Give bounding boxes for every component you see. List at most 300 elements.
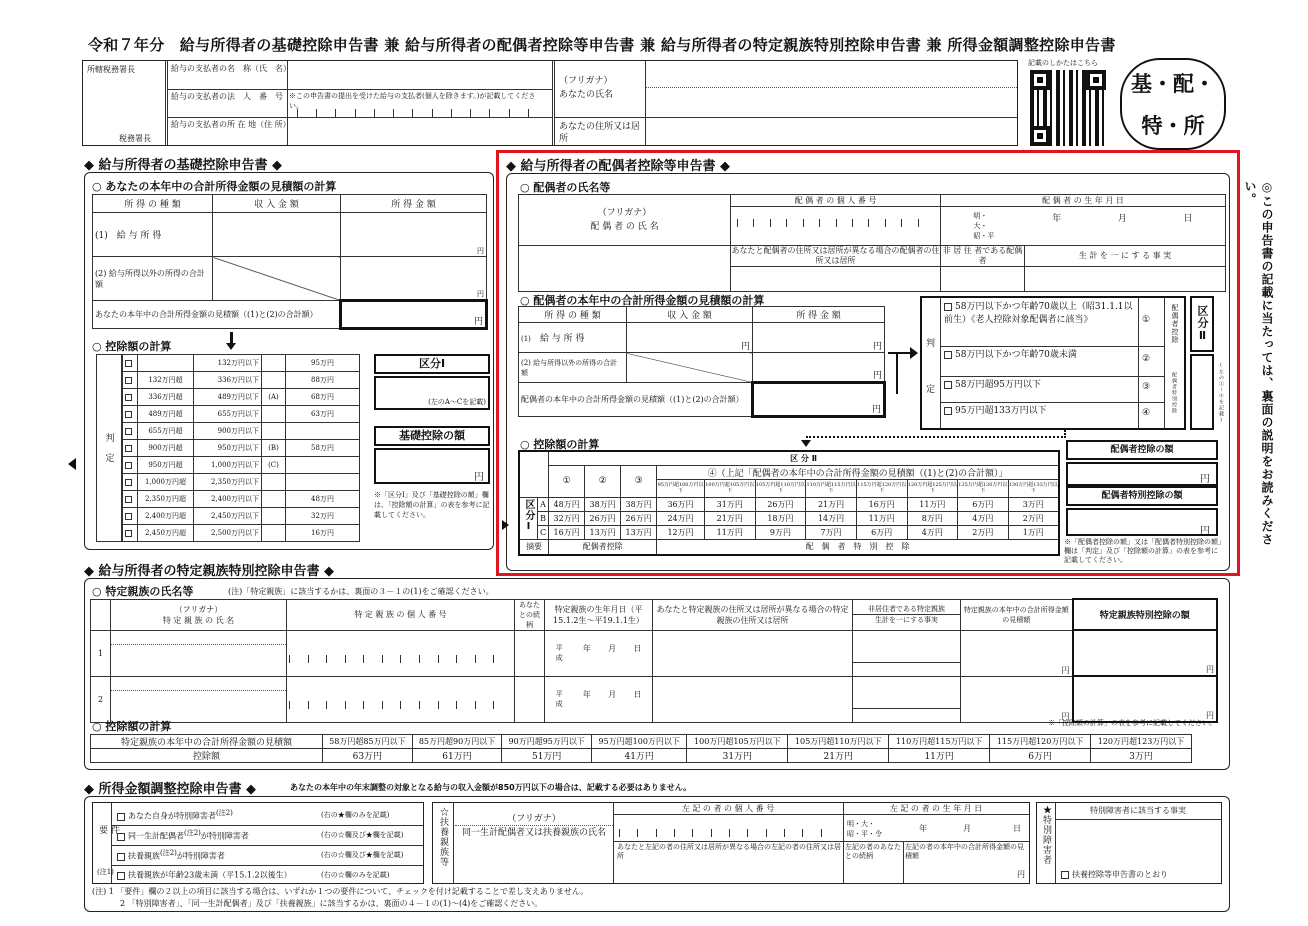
basic-row-from: 2,450万円超 <box>138 525 194 542</box>
rel-nonres-field[interactable] <box>853 676 961 722</box>
summary-1: 配偶者控除 <box>549 539 657 555</box>
rel-my-no-label: 特 定 親 族 の 個 人 番 号 <box>287 599 515 630</box>
rel-addr-field[interactable] <box>653 630 853 676</box>
sp-col-type: 所 得 の 種 類 <box>519 307 627 323</box>
badge-bottom: 特・所 <box>1141 114 1205 138</box>
k2-head: ① <box>549 465 585 497</box>
sp-row2-income <box>627 353 753 383</box>
spouse-dob-field[interactable]: 明・大・昭・平 年 月 日 <box>973 212 1193 240</box>
rel-my-no-field[interactable] <box>287 630 515 676</box>
k2-subhead: 110万円超115万円以下 <box>806 479 857 497</box>
sp-total-label: 配偶者の本年中の合計所得金額の見積額（(1)と(2)の合計額） <box>519 383 753 417</box>
rel-my-no-field[interactable] <box>287 676 515 722</box>
basic-row-amount: 68万円 <box>286 389 360 406</box>
adj-my-no-field[interactable] <box>619 825 839 837</box>
col-amount: 所 得 金 額 <box>341 195 487 213</box>
adj-dob-label: 左 記 の 者 の 生 年 月 日 <box>843 803 1029 815</box>
k2-subhead: 125万円超130万円以下 <box>958 479 1008 497</box>
rel-income-field[interactable]: 円 <box>961 630 1073 676</box>
basic-row-group <box>262 474 286 491</box>
basic-calc-title: ○ 控除額の計算 <box>92 340 172 353</box>
adj-rel-label: 左記の者のあなたとの続柄 <box>845 843 901 860</box>
basic-total-label: あなたの本年中の合計所得金額の見積額（(1)と(2)の合計額） <box>93 301 341 329</box>
judge-option-no: ④ <box>1142 408 1151 418</box>
basic-row-from: 1,000万円超 <box>138 474 194 491</box>
row1-amount[interactable]: 円 <box>341 213 487 257</box>
rel-calc-range: 85万円超90万円以下 <box>412 735 502 749</box>
sp-row1-amount[interactable]: 円 <box>753 323 885 353</box>
grid-cell: 9万円 <box>755 525 806 539</box>
rel-calc-range: 90万円超95万円以下 <box>502 735 592 749</box>
grid-cell: 8万円 <box>907 511 958 525</box>
rel-furigana: （フリガナ） <box>174 604 223 614</box>
spouse-ded-field[interactable]: 円 <box>1066 462 1218 486</box>
basic-calc-row <box>123 423 360 440</box>
grid-cell: 18万円 <box>755 511 806 525</box>
adjust-requirement[interactable]: 扶養親族が年齢23歳未満（平15.1.2以後生） <box>117 868 292 881</box>
adj-d: 日 <box>1013 824 1021 833</box>
rel-row-no: 2 <box>91 676 111 722</box>
basic-row-checkbox[interactable] <box>123 474 138 491</box>
spouse-same-label: 生 計 を 一 に す る 事 実 <box>1025 246 1225 267</box>
grid-cell: 6万円 <box>856 525 907 539</box>
adjust-heading-note: あなたの本年中の年末調整の対象となる給与の収入金額が850万円以下の場合は、記載する必要はありません。 <box>290 783 692 792</box>
basic-row-from: 336万円超 <box>138 389 194 406</box>
basic-calc-row <box>123 406 360 423</box>
k2-subhead: 115万円超120万円以下 <box>856 479 907 497</box>
basic-note: ※「区分Ⅰ」及び「基礎控除の額」欄は、「控除額の計算」の表を参考に記載してください。 <box>374 491 490 519</box>
kubun2-note: (左の①～④を記載) <box>1218 362 1224 424</box>
basic-judge-label: 判 定 <box>96 354 122 542</box>
grid-cell: 36万円 <box>657 497 705 511</box>
judge-option[interactable]: 58万円以下かつ年齢70歳以上（昭31.1.1以前生）《老人控除対象配偶者に該当》 <box>944 302 1133 325</box>
basic-row-group <box>262 491 286 508</box>
rel-calc-amount: 63万円 <box>323 749 413 763</box>
k2-subhead: 105万円超110万円以下 <box>755 479 806 497</box>
adjust-person-box <box>432 802 1030 884</box>
basic-estimate-table <box>92 194 488 330</box>
judge-t: 定 <box>926 385 936 395</box>
basic-row-amount: 58万円 <box>286 440 360 457</box>
judge-option[interactable]: 58万円超95万円以下 <box>944 379 1134 392</box>
basic-row-from: 2,350万円超 <box>138 491 194 508</box>
grid-cell: 24万円 <box>657 511 705 525</box>
rel-calc-range: 58万円超85万円以下 <box>323 735 413 749</box>
basic-row-from: 132万円超 <box>138 372 194 389</box>
basic-row-group: (C) <box>262 457 286 474</box>
basic-row-amount: 63万円 <box>286 406 360 423</box>
adj-furigana: （フリガナ） <box>507 814 561 824</box>
spouse-special-ded-field[interactable]: 円 <box>1066 508 1218 536</box>
basic-row-checkbox[interactable] <box>123 457 138 474</box>
grid-cell: 21万円 <box>806 497 857 511</box>
grid-cell: 11万円 <box>907 497 958 511</box>
grid-cell: 32万円 <box>549 511 585 525</box>
grid-cell: 2万円 <box>1008 511 1059 525</box>
col-type: 所 得 の 種 類 <box>93 195 213 213</box>
basic-calc-row <box>123 508 360 525</box>
left-arrow-icon <box>68 458 76 470</box>
adj-y: 年 <box>919 824 927 833</box>
tax-office-bottom: 税務署長 <box>119 134 151 143</box>
basic-row-to: 2,350万円以下 <box>194 474 262 491</box>
summary-label: 摘要 <box>519 539 549 555</box>
badge-top: 基・配・ <box>1131 72 1215 96</box>
rel-calc-amount: 41万円 <box>592 749 687 763</box>
payer-number-note: ※この申告書の提出を受けた給与の支払者(個人を除きます。)が記載してください。 <box>289 92 536 110</box>
adjust-foot1: (注) 1 「要件」欄の２以上の項目に該当する場合は、いずれか１つの要件について、チェックを付け記載することで差し支えありません。 <box>92 887 589 896</box>
payer-number-label: 給与の支払者の法 人 番 号 <box>171 92 283 101</box>
k2-col4: ④（上記「配偶者の本年中の合計所得金額の見積額（(1)と(2)の合計額）」 <box>657 465 1059 479</box>
relative-heading: ◆ 給与所得者の特定親族特別控除申告書 ◆ <box>84 564 335 579</box>
basic-row-amount: 16万円 <box>286 525 360 542</box>
basic-row-checkbox[interactable] <box>123 423 138 440</box>
rel-rel-field[interactable] <box>515 676 545 722</box>
relative-row <box>91 676 1218 722</box>
summary-2: 配 偶 者 特 別 控 除 <box>657 539 1059 555</box>
right-arrow-icon <box>502 520 509 530</box>
kubun2-field[interactable] <box>1190 354 1214 430</box>
adjust-heading: ◆ 所得金額調整控除申告書 ◆ <box>84 782 257 797</box>
basic-total-amount[interactable]: 円 <box>341 301 487 329</box>
basic-row-to: 489万円以下 <box>194 389 262 406</box>
basic-row-to: 950万円以下 <box>194 440 262 457</box>
grid-cell: 26万円 <box>755 497 806 511</box>
kubun2-label: 区分Ⅱ <box>1190 296 1214 352</box>
grid-cell: 4万円 <box>958 511 1008 525</box>
grid-cell: 13万円 <box>585 525 621 539</box>
row2-amount[interactable]: 円 <box>341 257 487 301</box>
basic-row-group <box>262 355 286 372</box>
spouse-calc-title: ○ 控除額の計算 <box>520 438 600 451</box>
adjust-req-label: 要 件 <box>99 826 120 836</box>
rel-dob-field[interactable]: 平成 年 月 日 <box>545 676 653 722</box>
adj-my-no-label: 左 記 の 者 の 個 人 番 号 <box>613 803 843 815</box>
basic-estimate-title: ○ あなたの本年中の合計所得金額の見積額の計算 <box>92 180 337 193</box>
basic-calc-table <box>122 354 360 542</box>
sp-col-amount: 所 得 金 額 <box>753 307 885 323</box>
row2-income <box>213 257 341 301</box>
judge-option-no: ① <box>1142 315 1151 325</box>
basic-row-group: (B) <box>262 440 286 457</box>
spouse-grid-row <box>519 497 1059 511</box>
basic-row-to: 132万円以下 <box>194 355 262 372</box>
basic-calc-row <box>123 474 360 491</box>
adj-same-as[interactable]: 扶養控除等申告書のとおり <box>1061 869 1168 880</box>
basic-row-to: 1,000万円以下 <box>194 457 262 474</box>
rel-calc-amount: 51万円 <box>502 749 592 763</box>
adj-name-label: 同一生計配偶者又は扶養親族の氏名 <box>461 828 606 838</box>
basic-row-from: 655万円超 <box>138 423 194 440</box>
k1-letter: A <box>538 497 549 511</box>
rel-nonres-label: 非居住者である特定親族 <box>853 604 960 615</box>
page-title: 令和７年分 給与所得者の基礎控除申告書 兼 給与所得者の配偶者控除等申告書 兼 給与所得者の特定親族特別控除申告書 兼 所得金額調整控除申告書 <box>88 36 1116 54</box>
judge-h: 判 <box>926 339 936 349</box>
k2-subhead: 130万円超133万円以下 <box>1008 479 1059 497</box>
rel-calc-label: 控除額 <box>91 749 323 763</box>
rel-calc-range: 120万円超123万円以下 <box>1091 735 1192 749</box>
grid-cell: 3万円 <box>1008 497 1059 511</box>
adjust-requirement[interactable]: あなた自身が特別障害者$^{(注2)}$ <box>117 808 233 822</box>
spouse-furigana: （フリガナ） <box>597 208 652 218</box>
adjust-requirement[interactable]: 同一生計配偶者$^{(注2)}$が特別障害者 <box>117 828 249 842</box>
spouse-note: ※「配偶者控除の額」又は「配偶者特別控除の額」欄は「判定」及び「控除額の計算」の表を参考に記載してください。 <box>1064 538 1222 564</box>
kubun1-field[interactable] <box>374 376 490 410</box>
spouse-addr-label: あなたと配偶者の住所又は居所が異なる場合の配偶者の住所又は居所 <box>731 246 940 265</box>
grid-cell: 1万円 <box>1008 525 1059 539</box>
adjust-star1: ☆扶養親族等 <box>438 807 448 867</box>
spouse-name-title: ○ 配偶者の氏名等 <box>520 181 611 194</box>
payer-number-field[interactable] <box>297 105 547 117</box>
rel-calc-amount: 11万円 <box>889 749 990 763</box>
basic-calc-row <box>123 440 360 457</box>
relative-calc-table <box>90 734 1192 763</box>
adj-sp-label: 特別障害者に該当する事実 <box>1090 806 1186 815</box>
basic-row-checkbox[interactable] <box>123 525 138 542</box>
rel-calc-range: 100万円超105万円以下 <box>687 735 788 749</box>
basic-row-checkbox[interactable] <box>123 389 138 406</box>
adj-m: 月 <box>963 824 971 833</box>
basic-deduction-field[interactable]: 円 <box>374 448 490 484</box>
sp-row2-label: 給与所得以外の所得の合計額 <box>521 358 618 377</box>
sp-row2-amount[interactable]: 円 <box>753 353 885 383</box>
adjust-req-note: (右の★欄のみを記載) <box>321 811 390 819</box>
grid-cell: 16万円 <box>549 525 585 539</box>
basic-row-group <box>262 525 286 542</box>
grid-cell: 48万円 <box>549 497 585 511</box>
adj-yen: 円 <box>1017 870 1025 879</box>
adjust-req-note: (右の☆欄及び★欄を記載) <box>321 851 404 859</box>
col-income: 収 入 金 額 <box>213 195 341 213</box>
rel-row-no: 1 <box>91 630 111 676</box>
k1-letter: C <box>538 525 549 539</box>
spouse-est-title: ○ 配偶者の本年中の合計所得金額の見積額の計算 <box>520 294 765 307</box>
rel-dob-label: 特定親族の生年月日（平15.1.2生～平19.1.1生） <box>545 599 653 630</box>
adj-addr-label: あなたと左記の者の住所又は居所が異なる場合の左記の者の住所又は居所 <box>617 843 841 860</box>
rel-ded-field[interactable]: 円 <box>1073 676 1218 722</box>
form-badge <box>1120 58 1226 150</box>
rel-name-label: 特 定 親 族 の 氏 名 <box>162 615 235 625</box>
rel-name-field[interactable] <box>111 676 287 722</box>
basic-row-amount: 88万円 <box>286 372 360 389</box>
grid-cell: 31万円 <box>704 497 755 511</box>
spouse-info-table <box>518 194 1226 292</box>
basic-calc-row <box>123 525 360 542</box>
row2-label: 給与所得以外の所得の合計額 <box>95 268 205 289</box>
basic-row-checkbox[interactable] <box>123 372 138 389</box>
sp-row1-label: 給 与 所 得 <box>539 334 585 344</box>
relative-name-note: (注)「特定親族」に該当するかは、裏面の３－１の(1)をご確認ください。 <box>228 587 494 596</box>
payer-address-label: 給与の支払者の所 在 地（住 所） <box>171 120 291 129</box>
payer-name-label: 給与の支払者の名 称（氏 名） <box>171 64 291 73</box>
rel-name-field[interactable] <box>111 630 287 676</box>
basic-row-to: 655万円以下 <box>194 406 262 423</box>
rel-calc-amount: 21万円 <box>788 749 889 763</box>
basic-row-from: 950万円超 <box>138 457 194 474</box>
sp-row1-income[interactable]: 円 <box>627 323 753 353</box>
grid-cell: 4万円 <box>907 525 958 539</box>
grid-cell: 6万円 <box>958 497 1008 511</box>
k2-subhead: 95万円超100万円以下 <box>657 479 705 497</box>
grid-cell: 13万円 <box>621 525 657 539</box>
basic-calc-row <box>123 355 360 372</box>
rel-nonres-field[interactable] <box>853 630 961 676</box>
judge-option-no: ③ <box>1142 382 1151 392</box>
grid-cell: 7万円 <box>806 525 857 539</box>
basic-row-amount <box>286 457 360 474</box>
k2-header: 区 分 Ⅱ <box>549 451 1059 465</box>
spouse-grid-row <box>519 511 1059 525</box>
rel-calc-amount: 61万円 <box>412 749 502 763</box>
furigana-label: （フリガナ） <box>559 76 613 86</box>
grid-cell: 21万円 <box>704 511 755 525</box>
basic-row-to: 2,450万円以下 <box>194 508 262 525</box>
kubun1-label: 区分Ⅰ <box>374 354 490 374</box>
spouse-dob-label: 配 偶 者 の 生 年 月 日 <box>941 195 1225 207</box>
k2-head: ③ <box>621 465 657 497</box>
basic-deduction-label: 基礎控除の額 <box>374 426 490 446</box>
side-note: ◎この申告書の記載に当たっては、裏面の説明をお読みください。 <box>1243 180 1274 546</box>
sp-col-income: 収 入 金 額 <box>627 307 753 323</box>
basic-row-group: (A) <box>262 389 286 406</box>
rel-calc-amount: 31万円 <box>687 749 788 763</box>
k1-letter: B <box>538 511 549 525</box>
rel-rel-field[interactable] <box>515 630 545 676</box>
rel-ded-label: 特定親族特別控除の額 <box>1073 599 1218 630</box>
spouse-special-ded-label: 配偶者特別控除の額 <box>1066 486 1218 506</box>
relative-row <box>91 630 1218 676</box>
adjust-req-note: (右の☆欄のみを記載) <box>321 871 390 879</box>
basic-row-from: 489万円超 <box>138 406 194 423</box>
adjust-req-box <box>92 802 424 884</box>
judge-label-1: 配偶者控除 <box>1171 304 1179 344</box>
basic-heading: ◆ 給与所得者の基礎控除申告書 ◆ <box>84 158 283 173</box>
grid-cell: 16万円 <box>856 497 907 511</box>
adjust-special-box <box>1036 802 1222 884</box>
adjust-req-note: (注1) <box>97 868 114 876</box>
spouse-grid-row <box>519 525 1059 539</box>
spouse-name-field[interactable] <box>519 246 731 292</box>
relative-name-title: ○ 特定親族の氏名等 <box>92 585 194 598</box>
qr-code[interactable] <box>1030 70 1106 146</box>
spouse-name-label: 配 偶 者 の 氏 名 <box>590 222 659 232</box>
k2-subhead: 120万円超125万円以下 <box>907 479 958 497</box>
grid-cell: 11万円 <box>704 525 755 539</box>
judge-option[interactable]: 58万円以下かつ年齢70歳未満 <box>944 349 1134 362</box>
basic-row-group <box>262 423 286 440</box>
down-arrow-icon <box>801 440 811 447</box>
rel-addr-label: あなたと特定親族の住所又は居所が異なる場合の特定親族の住所又は居所 <box>653 599 853 630</box>
basic-row-from <box>138 355 194 372</box>
grid-cell: 14万円 <box>806 511 857 525</box>
spouse-ded-label: 配偶者控除の額 <box>1066 440 1218 460</box>
judge-option-no: ② <box>1142 354 1151 364</box>
basic-calc-row <box>123 457 360 474</box>
grid-cell: 11万円 <box>856 511 907 525</box>
rel-ded-field[interactable]: 円 <box>1073 630 1218 676</box>
rel-income-field[interactable]: 円 <box>961 676 1073 722</box>
judge-option[interactable]: 95万円超133万円以下 <box>944 405 1134 418</box>
qr-caption: 記載のしかたはこちら <box>1028 59 1098 67</box>
rel-addr-field[interactable] <box>653 676 853 722</box>
adj-era: 明・大・昭・平・令 <box>847 820 882 838</box>
rel-calc-range: 110万円超115万円以下 <box>889 735 990 749</box>
adj-income-label: 左記の者の本年中の合計所得金額の見積額 <box>905 843 1024 860</box>
basic-row-checkbox[interactable] <box>123 508 138 525</box>
grid-cell: 38万円 <box>585 497 621 511</box>
basic-row-checkbox[interactable] <box>123 406 138 423</box>
grid-cell: 2万円 <box>958 525 1008 539</box>
your-address-label: あなたの住所又は居所 <box>559 122 641 144</box>
basic-row-to: 900万円以下 <box>194 423 262 440</box>
basic-row-checkbox[interactable] <box>123 355 138 372</box>
rel-rel-label: あなたとの続柄 <box>515 599 545 630</box>
basic-row-to: 2,400万円以下 <box>194 491 262 508</box>
spouse-nonres-label: 非 居 住 者である配偶者 <box>942 246 1023 265</box>
adjust-foot2: 2 「特別障害者」、「同一生計配偶者」及び「扶養親族」に該当するかは、裏面の４－１の(1)～(4)をご確認ください。 <box>120 899 543 908</box>
k2-head: ② <box>585 465 621 497</box>
rel-calc-amount: 6万円 <box>990 749 1091 763</box>
basic-row-to: 336万円以下 <box>194 372 262 389</box>
basic-row-group <box>262 406 286 423</box>
grid-cell: 26万円 <box>585 511 621 525</box>
basic-row-to: 2,500万円以下 <box>194 525 262 542</box>
grid-cell: 26万円 <box>621 511 657 525</box>
basic-row-checkbox[interactable] <box>123 491 138 508</box>
adjust-requirement[interactable]: 扶養親族$^{(注2)}$が特別障害者 <box>117 848 225 862</box>
basic-row-from: 900万円超 <box>138 440 194 457</box>
basic-row-checkbox[interactable] <box>123 440 138 457</box>
tax-office-label: 所轄税務署長 <box>87 65 135 74</box>
grid-cell: 12万円 <box>657 525 705 539</box>
header-block <box>82 60 1018 146</box>
basic-row-amount: 95万円 <box>286 355 360 372</box>
rel-calc-range: 105万円超110万円以下 <box>788 735 889 749</box>
row1-income[interactable] <box>213 213 341 257</box>
basic-row-amount: 32万円 <box>286 508 360 525</box>
kubun1-note: (左のA～Cを記載) <box>428 398 486 406</box>
spouse-heading: ◆ 給与所得者の配偶者控除等申告書 ◆ <box>506 159 731 174</box>
spouse-my-no-field[interactable] <box>737 215 934 227</box>
basic-row-amount: 48万円 <box>286 491 360 508</box>
rel-calc-header: 特定親族の本年中の合計所得金額の見積額 <box>91 735 323 749</box>
sp-total-amount[interactable]: 円 <box>753 383 885 417</box>
basic-row-group <box>262 508 286 525</box>
rel-calc-note: ※「控除額の計算」の表を参考に記載してください。 <box>1048 719 1216 727</box>
rel-calc-amount: 3万円 <box>1091 749 1192 763</box>
rel-calc-range: 95万円超100万円以下 <box>592 735 687 749</box>
spouse-my-no-label: 配 偶 者 の 個 人 番 号 <box>731 195 940 207</box>
spouse-judge-box <box>920 296 1186 430</box>
rel-same-label: 生計を一にする事実 <box>875 616 938 624</box>
spouse-calc-table <box>518 450 1060 556</box>
k1-label: 区分Ⅰ <box>519 497 538 539</box>
basic-row-amount <box>286 423 360 440</box>
adjust-req-note: (右の☆欄及び★欄を記載) <box>321 831 404 839</box>
relative-calc-title: ○ 控除額の計算 <box>92 720 172 733</box>
relative-table <box>90 598 1218 723</box>
judge-label-2: 配偶者特別控除 <box>1171 372 1177 414</box>
basic-calc-row <box>123 372 360 389</box>
basic-calc-row <box>123 389 360 406</box>
rel-dob-field[interactable]: 平成 年 月 日 <box>545 630 653 676</box>
basic-row-group <box>262 372 286 389</box>
row2-no: (2) <box>95 268 107 278</box>
rel-income-label: 特定親族の本年中の合計所得金額の見積額 <box>961 599 1073 630</box>
adjust-star2: ★特別障害者 <box>1041 805 1051 865</box>
basic-calc-row <box>123 491 360 508</box>
k2-subhead: 100万円超105万円以下 <box>704 479 755 497</box>
